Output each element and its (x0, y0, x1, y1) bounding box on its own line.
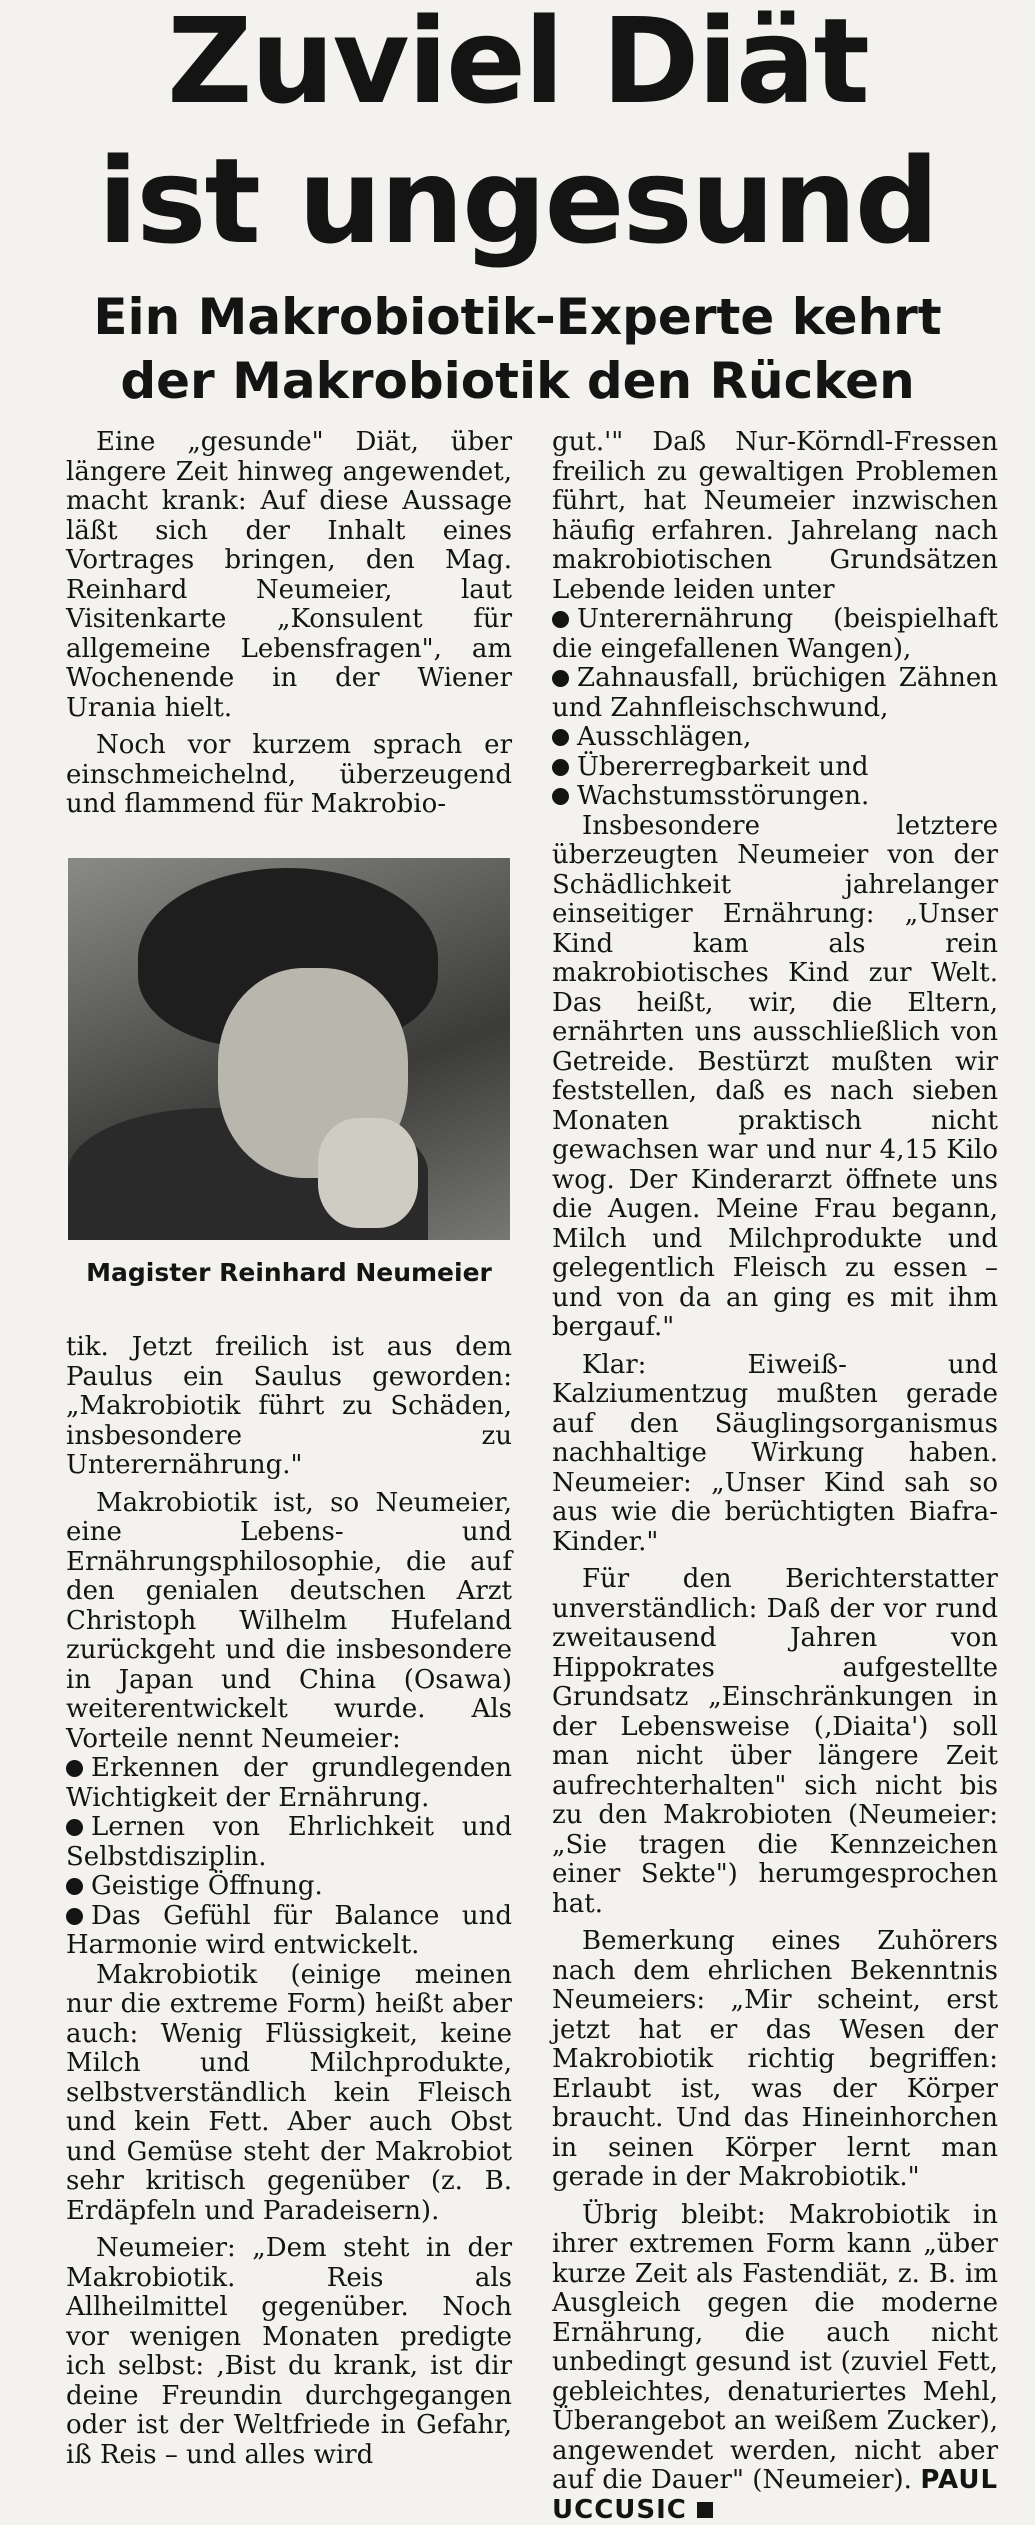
list-item: Das Gefühl für Balance und Harmonie wird entwickelt. (66, 1902, 512, 1961)
headline-line-2: ist ungesund (0, 130, 1035, 272)
paragraph: Insbesondere letztere überzeugten Neumeier von der Schädlichkeit jahrelanger einseitiger Ernährung: „Unser Kind kam als rein makrobiotisches Kind zur Welt. Das heißt, wir, die Eltern, ernährten uns ausschließlich von Getreide. Bestürzt mußten wir feststellen, daß es nach sieben Monaten praktisch nicht gewachsen war und nur 4,15 Kilo wog. Der Kinderarzt öffnete uns die Augen. Meine Frau begann, Milch und Milchprodukte und gelegentlich Fleisch zu essen – und von da an ging es mit ihm bergauf." (552, 812, 998, 1343)
paragraph: Klar: Eiweiß- und Kalziumentzug mußten gerade auf den Säuglingsorganismus nachhaltige Wirkung haben. Neumeier: „Unser Kind sah so aus wie die berüchtigten Biafra-Kinder." (552, 1351, 998, 1558)
bullet-icon (66, 1878, 83, 1895)
bullet-icon (552, 729, 569, 746)
list-item: Unterernährung (beispielhaft die eingefallenen Wangen), (552, 605, 998, 664)
paragraph: Makrobiotik ist, so Neumeier, eine Lebens- und Ernährungsphilosophie, die auf den genialen deutschen Arzt Christoph Wilhelm Hufeland zurückgeht und die insbesondere in Japan und China (Osawa) weiterentwickelt wurde. Als Vorteile nennt Neumeier: (66, 1489, 512, 1755)
list-item: Ausschlägen, (552, 723, 998, 753)
end-mark-icon (697, 2502, 713, 2518)
bullet-icon (552, 611, 569, 628)
bullet-icon (552, 759, 569, 776)
paragraph: tik. Jetzt freilich ist aus dem Paulus ein Saulus geworden: „Makrobiotik führt zu Schäden, insbesondere zu Unterernährung." (66, 1333, 512, 1481)
photo-caption: Magister Reinhard Neumeier (68, 1258, 510, 1287)
paragraph: Bemerkung eines Zuhörers nach dem ehrlichen Bekenntnis Neumeiers: „Mir scheint, erst jetzt hat er das Wesen der Makrobiotik richtig begriffen: Erlaubt ist, was der Körper braucht. Und das Hineinhorchen in seinen Körper lernt man gerade in der Makrobiotik." (552, 1927, 998, 2193)
list-item: Erkennen der grundlegenden Wichtigkeit der Ernährung. (66, 1754, 512, 1813)
column-1-top (66, 428, 512, 820)
subheadline (0, 285, 1035, 413)
headline-line-1: Zuviel Diät (0, 0, 1035, 132)
paragraph: Noch vor kurzem sprach er einschmeichelnd, überzeugend und flammend für Makrobio- (66, 731, 512, 820)
subheadline-line-2: der Makrobiotik den Rücken (120, 352, 914, 410)
list-item: Wachstumsstörungen. (552, 782, 998, 812)
column-2 (552, 428, 998, 2525)
paragraph: Für den Berichterstatter unverständlich: Daß der vor rund zweitausend Jahren von Hippokrates aufgestellte Grundsatz „Einschränkungen in der Lebensweise (‚Diaita') soll man nicht über längere Zeit aufrechterhalten" sich nicht bis zu den Makrobioten (Neumeier: „Sie tragen die Kennzeichen einer Sekte") herumgesprochen hat. (552, 1565, 998, 1919)
list-item: Lernen von Ehrlichkeit und Selbstdisziplin. (66, 1813, 512, 1872)
bullet-icon (552, 788, 569, 805)
paragraph: gut.'" Daß Nur-Körndl-Fressen freilich zu gewaltigen Problemen führt, hat Neumeier inzwischen häufig erfahren. Jahrelang nach makrobiotischen Grundsätzen Lebende leiden unter (552, 428, 998, 605)
list-item: Zahnausfall, brüchigen Zähnen und Zahnfleischschwund, (552, 664, 998, 723)
paragraph: Makrobiotik (einige meinen nur die extreme Form) heißt aber auch: Wenig Flüssigkeit, keine Milch und Milchprodukte, selbstverständlich kein Fleisch und kein Fett. Aber auch Obst und Gemüse steht der Makrobiot sehr kritisch gegenüber (z. B. Erdäpfeln und Paradeisern). (66, 1961, 512, 2227)
paragraph: Neumeier: „Dem steht in der Makrobiotik. Reis als Allheilmittel gegenüber. Noch vor wenigen Monaten predigte ich selbst: ‚Bist du krank, ist dir deine Freundin durchgegangen oder ist der Weltfriede in Gefahr, iß Reis – und alles wird (66, 2234, 512, 2470)
list-item: Übererregbarkeit und (552, 753, 998, 783)
paragraph: Übrig bleibt: Makrobiotik in ihrer extremen Form kann „über kurze Zeit als Fastendiät, z. B. im Ausgleich gegen die moderne Ernährung, die auch nicht unbedingt gesund ist (zuviel Fett, gebleichtes, denaturiertes Mehl, Überangebot an weißem Zucker), angewendet werden, nicht aber auf die Dauer" (Neumeier). PAUL UCCUSIC (552, 2201, 998, 2525)
subheadline-line-1: Ein Makrobiotik-Experte kehrt (93, 288, 941, 346)
author-byline: PAUL UCCUSIC (552, 2465, 998, 2525)
column-1-bottom (66, 1333, 512, 2470)
bullet-icon (66, 1908, 83, 1925)
portrait-photo (68, 858, 510, 1240)
bullet-icon (66, 1760, 83, 1777)
paragraph: Eine „gesunde" Diät, über längere Zeit hinweg angewendet, macht krank: Auf diese Aussage läßt sich der Inhalt eines Vortrages bringen, den Mag. Reinhard Neumeier, laut Visitenkarte „Konsulent für allgemeine Lebensfragen", am Wochenende in der Wiener Urania hielt. (66, 428, 512, 723)
list-item: Geistige Öffnung. (66, 1872, 512, 1902)
bullet-icon (552, 670, 569, 687)
bullet-icon (66, 1819, 83, 1836)
